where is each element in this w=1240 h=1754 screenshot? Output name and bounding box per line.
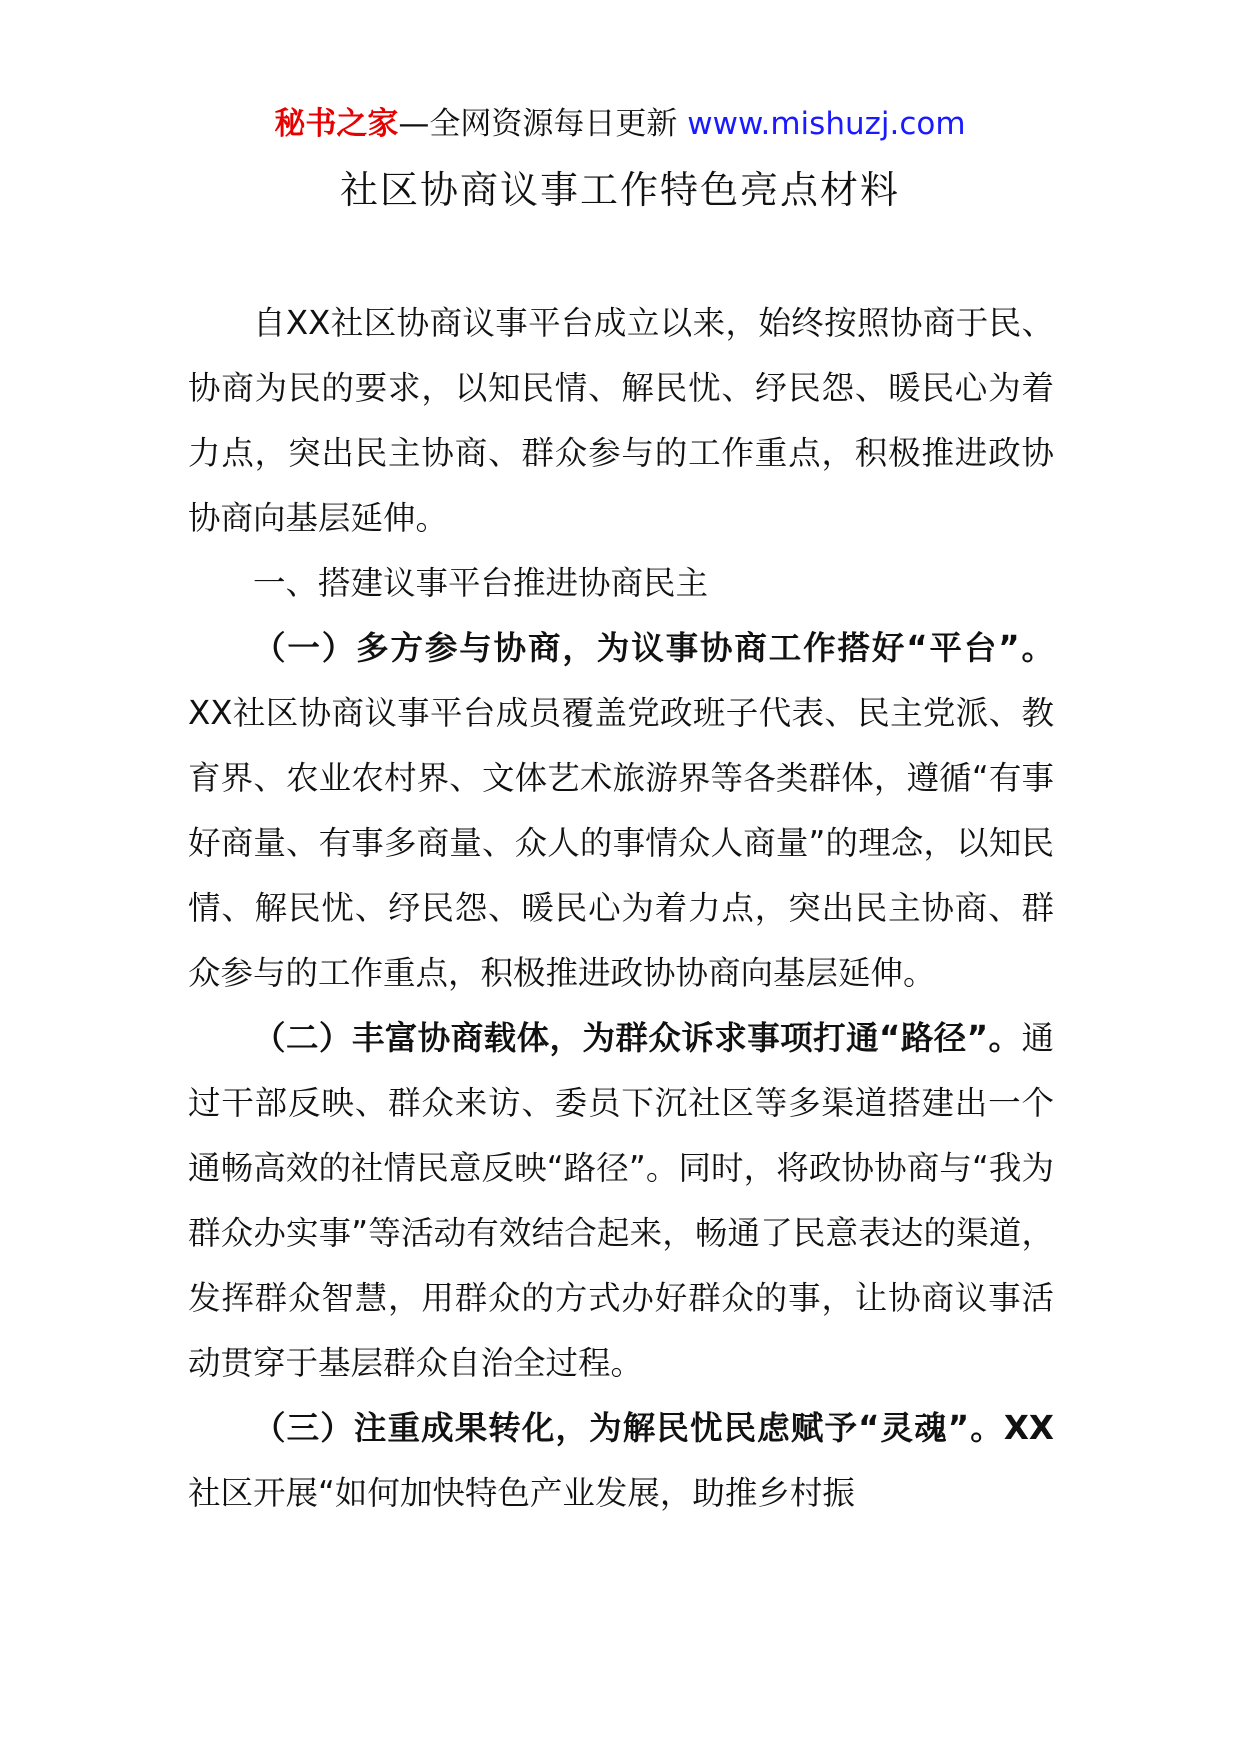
site-name: 秘书之家 (274, 106, 399, 142)
site-slogan: —全网资源每日更新 (398, 106, 688, 142)
item-3-text: 社区开展“如何加快特色产业发展，助推乡村振 (188, 1474, 855, 1512)
site-url-link[interactable]: www.mishuzj.com (687, 106, 966, 142)
item-3-text-bold: XX (1003, 1409, 1054, 1447)
item-2-text: 通过干部反映、群众来访、委员下沉社区等多渠道搭建出一个通畅高效的社情民意反映“路径”。同时，将政协协商与“我为群众办实事”等活动有效结合起来，畅通了民意表达的渠道，发挥群众智慧，用群众的方式办好群众的事，让协商议事活动贯穿于基层群众自治全过程。 (188, 1019, 1054, 1382)
site-header (0, 100, 1240, 148)
document-body (188, 291, 1054, 1526)
item-2-heading: （二）丰富协商载体，为群众诉求事项打通“路径”。 (253, 1019, 1022, 1057)
item-1-text: XX社区协商议事平台成员覆盖党政班子代表、民主党派、教育界、农业农村界、文体艺术旅游界等各类群体，遵循“有事好商量、有事多商量、众人的事情众人商量”的理念，以知民情、解民忧、纾民怨、暖民心为着力点，突出民主协商、群众参与的工作重点，积极推进政协协商向基层延伸。 (188, 694, 1054, 992)
item-2-paragraph (188, 1006, 1054, 1396)
section-heading: 一、搭建议事平台推进协商民主 (253, 564, 709, 602)
intro-paragraph: 自XX社区协商议事平台成立以来，始终按照协商于民、协商为民的要求，以知民情、解民忧、纾民怨、暖民心为着力点，突出民主协商、群众参与的工作重点，积极推进政协协商向基层延伸。 (188, 304, 1054, 537)
item-3-heading: （三）注重成果转化，为解民忧民虑赋予“灵魂”。 (253, 1409, 1004, 1447)
item-1-heading: （一）多方参与协商，为议事协商工作搭好“平台”。 (253, 629, 1054, 667)
item-1-paragraph (188, 616, 1054, 1006)
item-3-paragraph (188, 1396, 1054, 1526)
document-title: 社区协商议事工作特色亮点材料 (339, 168, 900, 212)
